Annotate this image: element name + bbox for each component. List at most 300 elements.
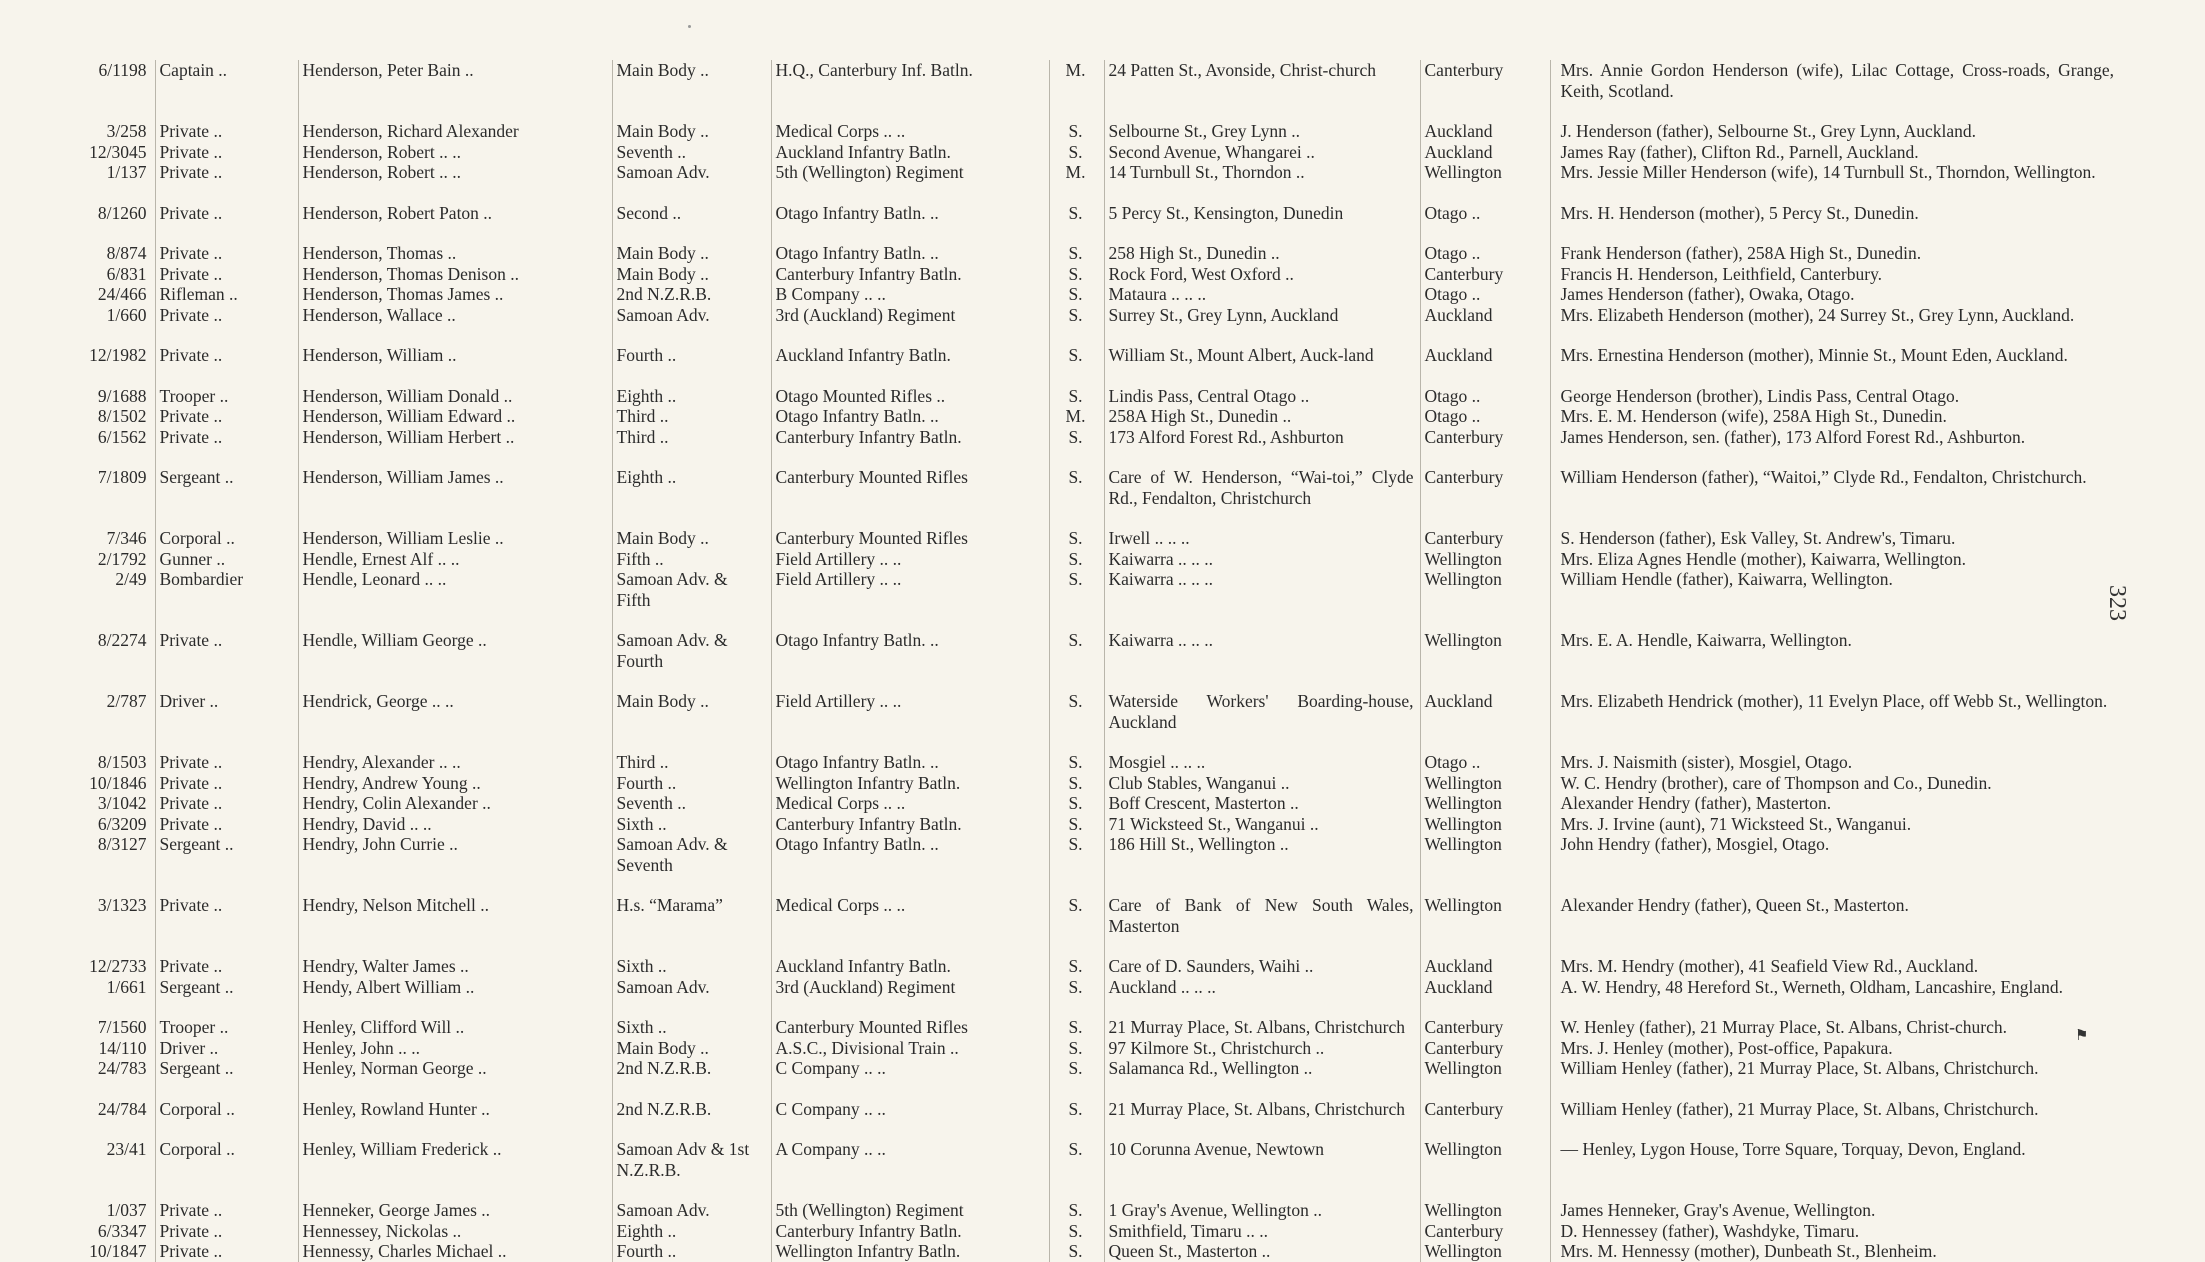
address-cell: 258 High St., Dunedin .. xyxy=(1104,223,1420,264)
next-of-kin-cell: W. Henley (father), 21 Murray Place, St. Albans, Christ-church. xyxy=(1550,997,2120,1038)
table-row xyxy=(60,406,2120,427)
draft-cell: Seventh .. xyxy=(612,142,771,163)
draft-cell: 2nd N.Z.R.B. xyxy=(612,1058,771,1079)
marital-status-cell: S. xyxy=(1049,1180,1104,1221)
serial-number-cell: 1/137 xyxy=(106,162,147,182)
rank-cell: Bombardier xyxy=(155,569,298,610)
soldier-name-cell: Henderson, William Herbert .. xyxy=(298,427,612,448)
unit-cell: 3rd (Auckland) Regiment xyxy=(771,977,1049,998)
address-cell: Lindis Pass, Central Otago .. xyxy=(1104,366,1420,407)
address-cell: 71 Wicksteed St., Wanganui .. xyxy=(1104,814,1420,835)
serial-number-cell: 12/1982 xyxy=(89,345,147,365)
district-cell: Otago .. xyxy=(1420,183,1550,224)
serial-number-cell: 3/1042 xyxy=(97,793,147,813)
soldier-name-cell: Henley, William Frederick .. xyxy=(298,1119,612,1180)
next-of-kin-cell: Mrs. Annie Gordon Henderson (wife), Lilac Cottage, Cross-roads, Grange, Keith, Scotland. xyxy=(1550,60,2120,101)
unit-cell: Auckland Infantry Batln. xyxy=(771,142,1049,163)
marital-status-cell: S. xyxy=(1049,101,1104,142)
address-cell: 14 Turnbull St., Thorndon .. xyxy=(1104,162,1420,183)
table-row xyxy=(60,549,2120,570)
rank-cell: Private .. xyxy=(155,183,298,224)
address-cell: Care of W. Henderson, “Wai-toi,” Clyde Rd., Fendalton, Christchurch xyxy=(1104,447,1420,508)
draft-cell: Samoan Adv. & Seventh xyxy=(612,834,771,875)
serial-number-cell: 23/41 xyxy=(106,1139,147,1159)
district-cell: Wellington xyxy=(1420,875,1550,936)
table-row xyxy=(60,264,2120,285)
rank-cell: Gunner .. xyxy=(155,549,298,570)
table-row xyxy=(60,508,2120,549)
serial-number-cell: 14/110 xyxy=(98,1037,147,1058)
next-of-kin-cell: William Henderson (father), “Waitoi,” Clyde Rd., Fendalton, Christchurch. xyxy=(1550,447,2120,508)
unit-cell: Otago Infantry Batln. .. xyxy=(771,406,1049,427)
table-row xyxy=(60,773,2120,794)
serial-number-cell: 8/874 xyxy=(106,243,147,263)
nominal-roll-table xyxy=(60,60,2120,1262)
next-of-kin-cell: Mrs. Eliza Agnes Hendle (mother), Kaiwarra, Wellington. xyxy=(1550,549,2120,570)
rank-cell: Private .. xyxy=(155,406,298,427)
address-cell: Salamanca Rd., Wellington .. xyxy=(1104,1058,1420,1079)
serial-number-cell: 8/1260 xyxy=(97,202,147,223)
marital-status-cell: S. xyxy=(1049,142,1104,163)
unit-cell: Wellington Infantry Batln. xyxy=(771,773,1049,794)
rank-cell: Corporal .. xyxy=(155,508,298,549)
serial-number-cell: 8/3127 xyxy=(97,834,147,854)
serial-number-cell: 24/784 xyxy=(97,1098,147,1119)
rank-cell: Sergeant .. xyxy=(155,447,298,508)
unit-cell: Otago Infantry Batln. .. xyxy=(771,610,1049,671)
marital-status-cell: S. xyxy=(1049,834,1104,875)
address-cell: 1 Gray's Avenue, Wellington .. xyxy=(1104,1180,1420,1221)
table-row xyxy=(60,1038,2120,1059)
rank-cell: Private .. xyxy=(155,162,298,183)
district-cell: Canterbury xyxy=(1420,1079,1550,1120)
draft-cell: Main Body .. xyxy=(612,508,771,549)
unit-cell: Otago Infantry Batln. .. xyxy=(771,834,1049,875)
serial-number-cell: 2/787 xyxy=(106,691,147,711)
soldier-name-cell: Henderson, Thomas Denison .. xyxy=(298,264,612,285)
district-cell: Auckland xyxy=(1420,142,1550,163)
rank-cell: Private .. xyxy=(155,305,298,326)
unit-cell: 5th (Wellington) Regiment xyxy=(771,1180,1049,1221)
table-row xyxy=(60,101,2120,142)
soldier-name-cell: Hendry, John Currie .. xyxy=(298,834,612,875)
draft-cell: Seventh .. xyxy=(612,793,771,814)
next-of-kin-cell: Mrs. J. Henley (mother), Post-office, Papakura. xyxy=(1550,1038,2120,1059)
table-row xyxy=(60,60,2120,101)
address-cell: 10 Corunna Avenue, Newtown xyxy=(1104,1119,1420,1180)
address-cell: Care of D. Saunders, Waihi .. xyxy=(1104,936,1420,977)
unit-cell: Field Artillery .. .. xyxy=(771,549,1049,570)
district-cell: Wellington xyxy=(1420,1119,1550,1180)
address-cell: Rock Ford, West Oxford .. xyxy=(1104,264,1420,285)
serial-number-cell: 1/037 xyxy=(106,1200,147,1220)
unit-cell: Otago Infantry Batln. .. xyxy=(771,183,1049,224)
draft-cell: Main Body .. xyxy=(612,264,771,285)
next-of-kin-cell: William Henley (father), 21 Murray Place, St. Albans, Christchurch. xyxy=(1550,1079,2120,1120)
address-cell: Mataura .. .. .. xyxy=(1104,284,1420,305)
unit-cell: Wellington Infantry Batln. xyxy=(771,1241,1049,1262)
serial-number-cell: 9/1688 xyxy=(97,385,147,406)
table-row xyxy=(60,671,2120,732)
address-cell: Boff Crescent, Masterton .. xyxy=(1104,793,1420,814)
soldier-name-cell: Henley, John .. .. xyxy=(298,1038,612,1059)
marital-status-cell: M. xyxy=(1049,406,1104,427)
draft-cell: Third .. xyxy=(612,732,771,773)
soldier-name-cell: Hendle, Leonard .. .. xyxy=(298,569,612,610)
next-of-kin-cell: Mrs. E. M. Henderson (wife), 258A High St., Dunedin. xyxy=(1550,406,2120,427)
soldier-name-cell: Hendle, Ernest Alf .. .. xyxy=(298,549,612,570)
address-cell: Second Avenue, Whangarei .. xyxy=(1104,142,1420,163)
next-of-kin-cell: James Henneker, Gray's Avenue, Wellington. xyxy=(1550,1180,2120,1221)
soldier-name-cell: Hendry, Andrew Young .. xyxy=(298,773,612,794)
table-row xyxy=(60,325,2120,366)
marital-status-cell: S. xyxy=(1049,325,1104,366)
unit-cell: Otago Mounted Rifles .. xyxy=(771,366,1049,407)
table-row xyxy=(60,834,2120,875)
next-of-kin-cell: James Henderson, sen. (father), 173 Alford Forest Rd., Ashburton. xyxy=(1550,427,2120,448)
district-cell: Canterbury xyxy=(1420,447,1550,508)
serial-number-cell: 2/49 xyxy=(115,569,147,589)
draft-cell: Samoan Adv. xyxy=(612,977,771,998)
district-cell: Wellington xyxy=(1420,834,1550,875)
next-of-kin-cell: A. W. Hendry, 48 Hereford St., Werneth, Oldham, Lancashire, England. xyxy=(1550,977,2120,998)
unit-cell: Canterbury Infantry Batln. xyxy=(771,1221,1049,1242)
unit-cell: Otago Infantry Batln. .. xyxy=(771,223,1049,264)
soldier-name-cell: Henderson, Robert Paton .. xyxy=(298,183,612,224)
table-row xyxy=(60,162,2120,183)
table-row xyxy=(60,1241,2120,1262)
next-of-kin-cell: Mrs. M. Hendry (mother), 41 Seafield View Rd., Auckland. xyxy=(1550,936,2120,977)
rank-cell: Sergeant .. xyxy=(155,1058,298,1079)
unit-cell: Canterbury Mounted Rifles xyxy=(771,508,1049,549)
next-of-kin-cell: Mrs. Ernestina Henderson (mother), Minnie St., Mount Eden, Auckland. xyxy=(1550,325,2120,366)
next-of-kin-cell: Mrs. Elizabeth Henderson (mother), 24 Surrey St., Grey Lynn, Auckland. xyxy=(1550,305,2120,326)
draft-cell: Fourth .. xyxy=(612,325,771,366)
draft-cell: Eighth .. xyxy=(612,447,771,508)
rank-cell: Private .. xyxy=(155,223,298,264)
address-cell: Kaiwarra .. .. .. xyxy=(1104,610,1420,671)
marital-status-cell: S. xyxy=(1049,671,1104,732)
address-cell: Kaiwarra .. .. .. xyxy=(1104,569,1420,610)
district-cell: Canterbury xyxy=(1420,1038,1550,1059)
marital-status-cell: S. xyxy=(1049,875,1104,936)
marital-status-cell: S. xyxy=(1049,732,1104,773)
table-row xyxy=(60,223,2120,264)
next-of-kin-cell: George Henderson (brother), Lindis Pass, Central Otago. xyxy=(1550,366,2120,407)
table-row xyxy=(60,284,2120,305)
address-cell: Queen St., Masterton .. xyxy=(1104,1241,1420,1262)
next-of-kin-cell: Mrs. J. Irvine (aunt), 71 Wicksteed St., Wanganui. xyxy=(1550,814,2120,835)
serial-number-cell: 1/661 xyxy=(106,976,147,997)
unit-cell: 3rd (Auckland) Regiment xyxy=(771,305,1049,326)
soldier-name-cell: Hendry, Nelson Mitchell .. xyxy=(298,875,612,936)
next-of-kin-cell: Mrs. M. Hennessy (mother), Dunbeath St., Blenheim. xyxy=(1550,1241,2120,1262)
unit-cell: B Company .. .. xyxy=(771,284,1049,305)
district-cell: Canterbury xyxy=(1420,1221,1550,1242)
rank-cell: Captain .. xyxy=(155,60,298,101)
rank-cell: Private .. xyxy=(155,875,298,936)
address-cell: 21 Murray Place, St. Albans, Christchurch xyxy=(1104,997,1420,1038)
marital-status-cell: S. xyxy=(1049,549,1104,570)
next-of-kin-cell: James Ray (father), Clifton Rd., Parnell, Auckland. xyxy=(1550,142,2120,163)
serial-number-cell: 8/1502 xyxy=(97,406,147,426)
serial-number-cell: 10/1846 xyxy=(89,772,147,793)
next-of-kin-cell: William Henley (father), 21 Murray Place, St. Albans, Christchurch. xyxy=(1550,1058,2120,1079)
table-row xyxy=(60,142,2120,163)
district-cell: Wellington xyxy=(1420,1241,1550,1262)
paper-speck xyxy=(688,25,691,28)
draft-cell: Fourth .. xyxy=(612,1241,771,1262)
table-row xyxy=(60,936,2120,977)
soldier-name-cell: Henderson, Robert .. .. xyxy=(298,142,612,163)
rank-cell: Private .. xyxy=(155,793,298,814)
rank-cell: Private .. xyxy=(155,427,298,448)
soldier-name-cell: Henley, Rowland Hunter .. xyxy=(298,1079,612,1120)
rank-cell: Private .. xyxy=(155,1221,298,1242)
marital-status-cell: S. xyxy=(1049,1221,1104,1242)
page-number: 323 xyxy=(2104,585,2130,621)
unit-cell: Medical Corps .. .. xyxy=(771,101,1049,142)
table-row xyxy=(60,1079,2120,1120)
soldier-name-cell: Hendry, Colin Alexander .. xyxy=(298,793,612,814)
unit-cell: Field Artillery .. .. xyxy=(771,569,1049,610)
unit-cell: C Company .. .. xyxy=(771,1058,1049,1079)
unit-cell: Field Artillery .. .. xyxy=(771,671,1049,732)
soldier-name-cell: Henderson, Thomas .. xyxy=(298,223,612,264)
soldier-name-cell: Hendry, Alexander .. .. xyxy=(298,732,612,773)
soldier-name-cell: Henderson, Robert .. .. xyxy=(298,162,612,183)
serial-number-cell: 6/3347 xyxy=(97,1220,147,1241)
marital-status-cell: S. xyxy=(1049,814,1104,835)
district-cell: Auckland xyxy=(1420,305,1550,326)
unit-cell: Auckland Infantry Batln. xyxy=(771,936,1049,977)
district-cell: Canterbury xyxy=(1420,264,1550,285)
address-cell: Smithfield, Timaru .. .. xyxy=(1104,1221,1420,1242)
unit-cell: Canterbury Infantry Batln. xyxy=(771,814,1049,835)
marital-status-cell: S. xyxy=(1049,793,1104,814)
next-of-kin-cell: Alexander Hendry (father), Queen St., Masterton. xyxy=(1550,875,2120,936)
marital-status-cell: S. xyxy=(1049,569,1104,610)
marital-status-cell: S. xyxy=(1049,773,1104,794)
address-cell: 258A High St., Dunedin .. xyxy=(1104,406,1420,427)
rank-cell: Private .. xyxy=(155,732,298,773)
table-row xyxy=(60,569,2120,610)
serial-number-cell: 3/1323 xyxy=(97,895,147,915)
draft-cell: Samoan Adv. xyxy=(612,1180,771,1221)
soldier-name-cell: Henderson, William .. xyxy=(298,325,612,366)
next-of-kin-cell: Francis H. Henderson, Leithfield, Canterbury. xyxy=(1550,264,2120,285)
unit-cell: A.S.C., Divisional Train .. xyxy=(771,1038,1049,1059)
next-of-kin-cell: Frank Henderson (father), 258A High St., Dunedin. xyxy=(1550,223,2120,264)
table-row xyxy=(60,1119,2120,1180)
serial-number-cell: 24/466 xyxy=(97,284,147,304)
serial-number-cell: 2/1792 xyxy=(97,548,147,569)
serial-number-cell: 3/258 xyxy=(106,121,147,141)
marital-status-cell: S. xyxy=(1049,447,1104,508)
next-of-kin-cell: Mrs. Elizabeth Hendrick (mother), 11 Evelyn Place, off Webb St., Wellington. xyxy=(1550,671,2120,732)
draft-cell: Main Body .. xyxy=(612,223,771,264)
serial-number-cell: 7/1560 xyxy=(97,1017,147,1037)
marital-status-cell: S. xyxy=(1049,508,1104,549)
draft-cell: Third .. xyxy=(612,406,771,427)
table-row xyxy=(60,427,2120,448)
draft-cell: Samoan Adv & 1st N.Z.R.B. xyxy=(612,1119,771,1180)
serial-number-cell: 1/660 xyxy=(106,304,147,325)
table-row xyxy=(60,814,2120,835)
soldier-name-cell: Henley, Clifford Will .. xyxy=(298,997,612,1038)
district-cell: Canterbury xyxy=(1420,997,1550,1038)
district-cell: Otago .. xyxy=(1420,284,1550,305)
unit-cell: Canterbury Infantry Batln. xyxy=(771,264,1049,285)
draft-cell: 2nd N.Z.R.B. xyxy=(612,1079,771,1120)
table-row xyxy=(60,997,2120,1038)
soldier-name-cell: Hendle, William George .. xyxy=(298,610,612,671)
district-cell: Otago .. xyxy=(1420,366,1550,407)
district-cell: Auckland xyxy=(1420,325,1550,366)
address-cell: Waterside Workers' Boarding-house, Auckland xyxy=(1104,671,1420,732)
table-row xyxy=(60,1221,2120,1242)
district-cell: Auckland xyxy=(1420,936,1550,977)
rank-cell: Driver .. xyxy=(155,1038,298,1059)
soldier-name-cell: Hendry, David .. .. xyxy=(298,814,612,835)
district-cell: Wellington xyxy=(1420,1180,1550,1221)
rank-cell: Corporal .. xyxy=(155,1079,298,1120)
address-cell: 5 Percy St., Kensington, Dunedin xyxy=(1104,183,1420,224)
draft-cell: 2nd N.Z.R.B. xyxy=(612,284,771,305)
serial-number-cell: 12/3045 xyxy=(89,141,147,162)
soldier-name-cell: Henderson, William Edward .. xyxy=(298,406,612,427)
district-cell: Otago .. xyxy=(1420,406,1550,427)
soldier-name-cell: Hendry, Walter James .. xyxy=(298,936,612,977)
serial-number-cell: 12/2733 xyxy=(89,956,147,976)
rank-cell: Private .. xyxy=(155,773,298,794)
serial-number-cell: 10/1847 xyxy=(89,1241,147,1261)
rank-cell: Private .. xyxy=(155,936,298,977)
unit-cell: A Company .. .. xyxy=(771,1119,1049,1180)
district-cell: Auckland xyxy=(1420,977,1550,998)
draft-cell: Second .. xyxy=(612,183,771,224)
address-cell: 24 Patten St., Avonside, Christ-church xyxy=(1104,60,1420,101)
serial-number-cell: 6/3209 xyxy=(97,813,147,834)
draft-cell: Main Body .. xyxy=(612,1038,771,1059)
serial-number-cell: 8/2274 xyxy=(97,630,147,650)
unit-cell: Canterbury Infantry Batln. xyxy=(771,427,1049,448)
marital-status-cell: S. xyxy=(1049,264,1104,285)
marital-status-cell: S. xyxy=(1049,977,1104,998)
draft-cell: Main Body .. xyxy=(612,101,771,142)
marital-status-cell: S. xyxy=(1049,1241,1104,1262)
unit-cell: Canterbury Mounted Rifles xyxy=(771,447,1049,508)
address-cell: Surrey St., Grey Lynn, Auckland xyxy=(1104,305,1420,326)
next-of-kin-cell: William Hendle (father), Kaiwarra, Wellington. xyxy=(1550,569,2120,610)
rank-cell: Corporal .. xyxy=(155,1119,298,1180)
marital-status-cell: S. xyxy=(1049,1119,1104,1180)
draft-cell: Sixth .. xyxy=(612,814,771,835)
rank-cell: Driver .. xyxy=(155,671,298,732)
table-row xyxy=(60,1180,2120,1221)
next-of-kin-cell: D. Hennessey (father), Washdyke, Timaru. xyxy=(1550,1221,2120,1242)
address-cell: 97 Kilmore St., Christchurch .. xyxy=(1104,1038,1420,1059)
address-cell: 173 Alford Forest Rd., Ashburton xyxy=(1104,427,1420,448)
address-cell: Club Stables, Wanganui .. xyxy=(1104,773,1420,794)
table-row xyxy=(60,366,2120,407)
marital-status-cell: S. xyxy=(1049,1038,1104,1059)
address-cell: 21 Murray Place, St. Albans, Christchurch xyxy=(1104,1079,1420,1120)
soldier-name-cell: Hendrick, George .. .. xyxy=(298,671,612,732)
district-cell: Wellington xyxy=(1420,162,1550,183)
next-of-kin-cell: — Henley, Lygon House, Torre Square, Torquay, Devon, England. xyxy=(1550,1119,2120,1180)
next-of-kin-cell: Mrs. Jessie Miller Henderson (wife), 14 Turnbull St., Thorndon, Wellington. xyxy=(1550,162,2120,183)
soldier-name-cell: Hendy, Albert William .. xyxy=(298,977,612,998)
rank-cell: Private .. xyxy=(155,264,298,285)
table-row xyxy=(60,1058,2120,1079)
district-cell: Wellington xyxy=(1420,569,1550,610)
soldier-name-cell: Henderson, Richard Alexander xyxy=(298,101,612,142)
table-row xyxy=(60,610,2120,671)
serial-number-cell: 6/1198 xyxy=(98,60,147,80)
table-row xyxy=(60,875,2120,936)
rank-cell: Trooper .. xyxy=(155,366,298,407)
unit-cell: Canterbury Mounted Rifles xyxy=(771,997,1049,1038)
marital-status-cell: S. xyxy=(1049,223,1104,264)
table-row xyxy=(60,732,2120,773)
draft-cell: H.s. “Marama” xyxy=(612,875,771,936)
district-cell: Otago .. xyxy=(1420,732,1550,773)
district-cell: Canterbury xyxy=(1420,60,1550,101)
marital-status-cell: M. xyxy=(1049,60,1104,101)
next-of-kin-cell: Mrs. H. Henderson (mother), 5 Percy St., Dunedin. xyxy=(1550,183,2120,224)
district-cell: Wellington xyxy=(1420,773,1550,794)
serial-number-cell: 24/783 xyxy=(97,1058,147,1078)
roll-page xyxy=(60,60,2120,1261)
address-cell: Selbourne St., Grey Lynn .. xyxy=(1104,101,1420,142)
address-cell: Mosgiel .. .. .. xyxy=(1104,732,1420,773)
rank-cell: Trooper .. xyxy=(155,997,298,1038)
rank-cell: Private .. xyxy=(155,142,298,163)
next-of-kin-cell: Alexander Hendry (father), Masterton. xyxy=(1550,793,2120,814)
next-of-kin-cell: Mrs. J. Naismith (sister), Mosgiel, Otago. xyxy=(1550,732,2120,773)
unit-cell: 5th (Wellington) Regiment xyxy=(771,162,1049,183)
table-row xyxy=(60,447,2120,508)
rank-cell: Sergeant .. xyxy=(155,977,298,998)
rank-cell: Private .. xyxy=(155,1241,298,1262)
district-cell: Auckland xyxy=(1420,101,1550,142)
draft-cell: Samoan Adv. xyxy=(612,162,771,183)
rank-cell: Private .. xyxy=(155,814,298,835)
next-of-kin-cell: W. C. Hendry (brother), care of Thompson and Co., Dunedin. xyxy=(1550,773,2120,794)
district-cell: Auckland xyxy=(1420,671,1550,732)
district-cell: Wellington xyxy=(1420,610,1550,671)
draft-cell: Samoan Adv. & Fifth xyxy=(612,569,771,610)
next-of-kin-cell: James Henderson (father), Owaka, Otago. xyxy=(1550,284,2120,305)
rank-cell: Rifleman .. xyxy=(155,284,298,305)
address-cell: Auckland .. .. .. xyxy=(1104,977,1420,998)
next-of-kin-cell: Mrs. E. A. Hendle, Kaiwarra, Wellington. xyxy=(1550,610,2120,671)
district-cell: Canterbury xyxy=(1420,427,1550,448)
next-of-kin-cell: John Hendry (father), Mosgiel, Otago. xyxy=(1550,834,2120,875)
draft-cell: Sixth .. xyxy=(612,936,771,977)
draft-cell: Fifth .. xyxy=(612,549,771,570)
address-cell: Care of Bank of New South Wales, Masterton xyxy=(1104,875,1420,936)
marital-status-cell: S. xyxy=(1049,936,1104,977)
draft-cell: Samoan Adv. & Fourth xyxy=(612,610,771,671)
serial-number-cell: 6/1562 xyxy=(97,426,147,447)
marital-status-cell: S. xyxy=(1049,305,1104,326)
marital-status-cell: S. xyxy=(1049,427,1104,448)
district-cell: Wellington xyxy=(1420,793,1550,814)
rank-cell: Sergeant .. xyxy=(155,834,298,875)
table-row xyxy=(60,305,2120,326)
